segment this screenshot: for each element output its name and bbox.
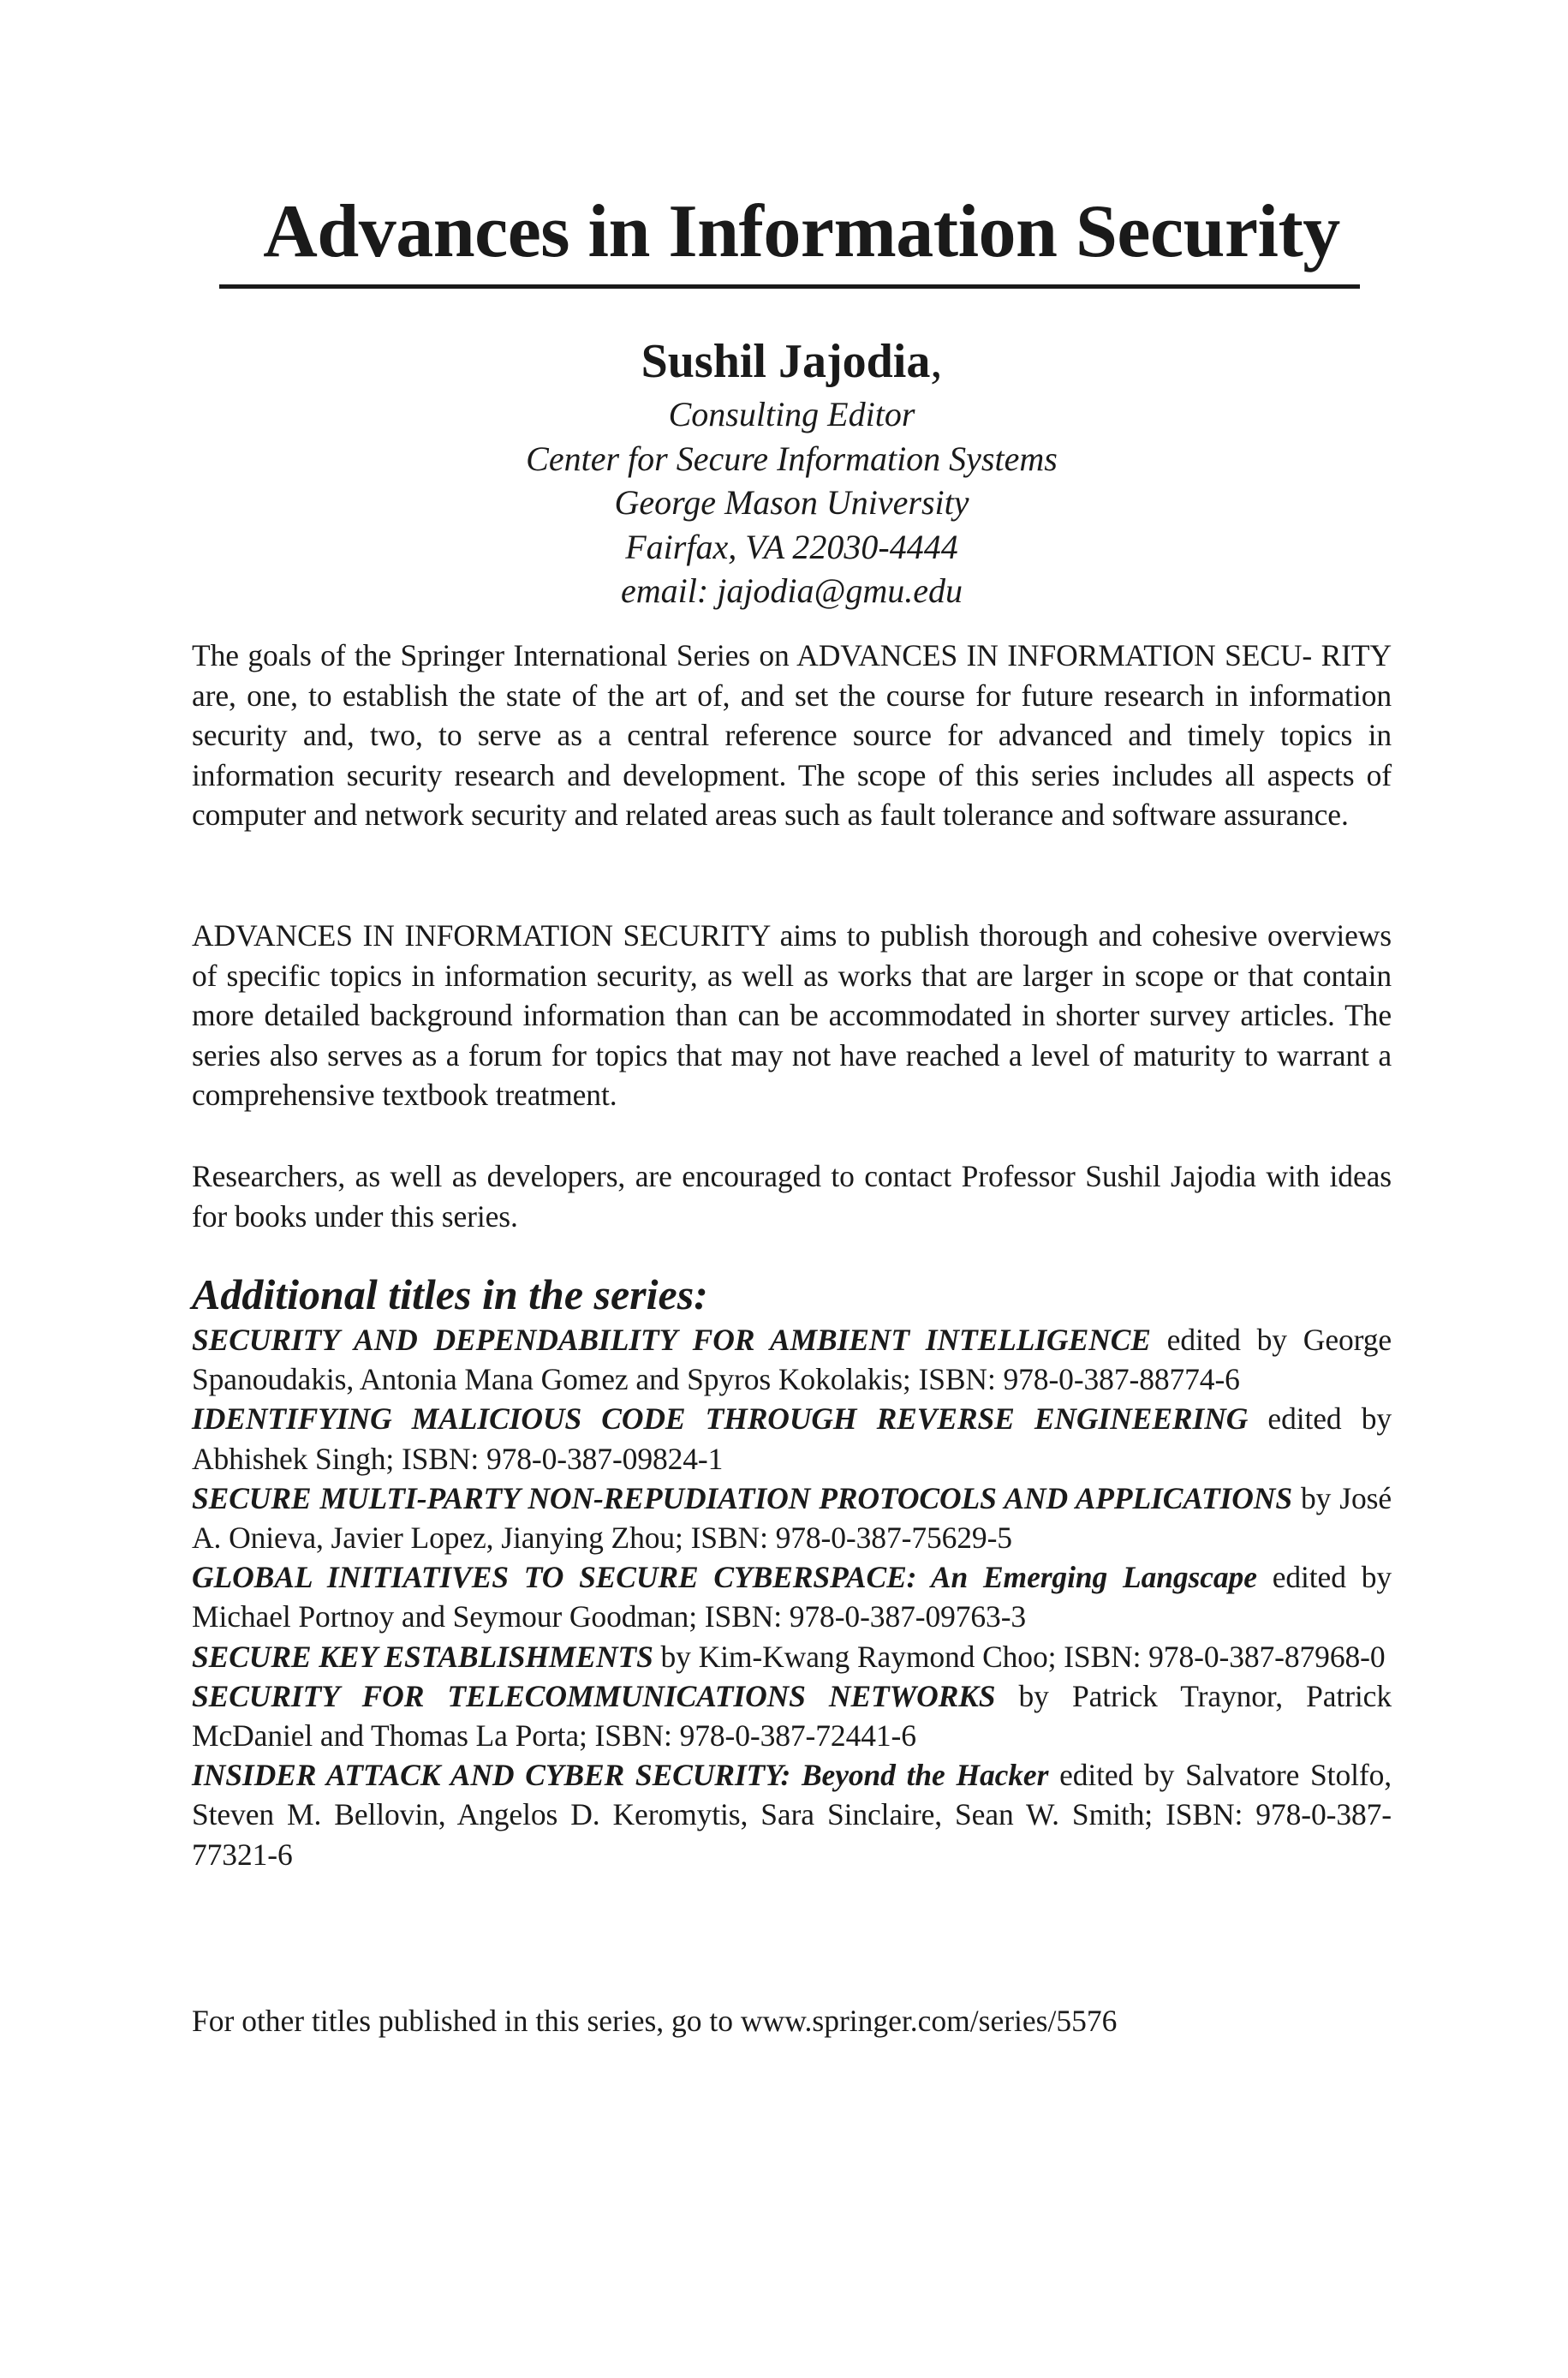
additional-titles-list [192, 1320, 1392, 1874]
list-item [192, 1637, 1392, 1676]
book-details: edited by Michael Portnoy and Seymour Goodman; ISBN: 978-0-387-09763-3 [192, 1560, 1392, 1634]
book-details: by Patrick Traynor, Patrick McDaniel and Thomas La Porta; ISBN: 978-0-387-72441-6 [192, 1678, 1392, 1754]
editor-location: Fairfax, VA 22030-4444 [625, 527, 958, 566]
editor-name-suffix: , [930, 335, 943, 388]
book-details: by José A. Onieva, Javier Lopez, Jianying Zhou; ISBN: 978-0-387-75629-5 [192, 1480, 1392, 1556]
book-title: SECURE MULTI-PARTY NON-REPUDIATION PROTOCOLS AND APPLICATIONS [192, 1480, 1292, 1515]
book-title: INSIDER ATTACK AND CYBER SECURITY: Beyond the Hacker [192, 1758, 1049, 1793]
list-item [192, 1399, 1392, 1478]
title-underline-rule [219, 284, 1360, 289]
book-title: SECURITY FOR TELECOMMUNICATIONS NETWORKS [192, 1678, 996, 1713]
book-details: edited by George Spanoudakis, Antonia Mana Gomez and Spyros Kokolakis; ISBN: 978-0-387-88774-6 [192, 1323, 1392, 1397]
book-details: edited by Abhishek Singh; ISBN: 978-0-387-09824-1 [192, 1401, 1392, 1476]
book-details: by Kim-Kwang Raymond Choo; ISBN: 978-0-387-87968-0 [653, 1639, 1386, 1674]
list-item [192, 1320, 1392, 1399]
editor-name-line [192, 331, 1392, 392]
book-details: edited by Salvatore Stolfo, Steven M. Bellovin, Angelos D. Keromytis, Sara Sinclaire, Sean W. Smith; ISBN: 978-0-387-77321-6 [192, 1758, 1392, 1872]
book-title: IDENTIFYING MALICIOUS CODE THROUGH REVERSE ENGINEERING [192, 1401, 1249, 1437]
editor-university: George Mason University [614, 483, 969, 522]
editor-role: Consulting Editor [668, 395, 915, 433]
series-title: Advances in Information Security [263, 190, 1340, 273]
book-title: GLOBAL INITIATIVES TO SECURE CYBERSPACE: An Emerging Langscape [192, 1560, 1257, 1595]
list-item [192, 1557, 1392, 1636]
list-item [192, 1755, 1392, 1874]
list-item [192, 1676, 1392, 1755]
editor-organization: Center for Secure Information Systems [526, 439, 1058, 478]
contact-paragraph: Researchers, as well as developers, are encouraged to contact Professor Sushil Jajodia with ideas for books under this series. [192, 1159, 1392, 1234]
editor-email: email: jajodia@gmu.edu [621, 571, 963, 610]
series-goals-paragraph: The goals of the Springer International Series on ADVANCES IN INFORMATION SECU- RITY are, one, to establish the state of the art of, and set the course for future research in information security and, two, to serve as a central reference source for advanced and timely topics in information security research and development. The scope of this series includes all aspects of computer and network security and related areas such as fault tolerance and software assurance. [192, 638, 1392, 832]
list-item [192, 1479, 1392, 1557]
series-aims-paragraph: ADVANCES IN INFORMATION SECURITY aims to publish thorough and cohesive overviews of specific topics in information security, as well as works that are larger in scope or that contain more detailed background information than can be accommodated in shorter survey articles. The series also serves as a forum for topics that may not have reached a level of maturity to warrant a comprehensive textbook treatment. [192, 918, 1392, 1112]
book-title: SECURE KEY ESTABLISHMENTS [192, 1639, 653, 1674]
other-titles-footer: For other titles published in this series, go to www.springer.com/series/5576 [192, 2004, 1118, 2038]
editor-name: Sushil Jajodia [641, 335, 931, 388]
additional-titles-heading: Additional titles in the series: [192, 1270, 708, 1318]
book-title: SECURITY AND DEPENDABILITY FOR AMBIENT INTELLIGENCE [192, 1323, 1151, 1357]
editor-block [192, 331, 1392, 613]
